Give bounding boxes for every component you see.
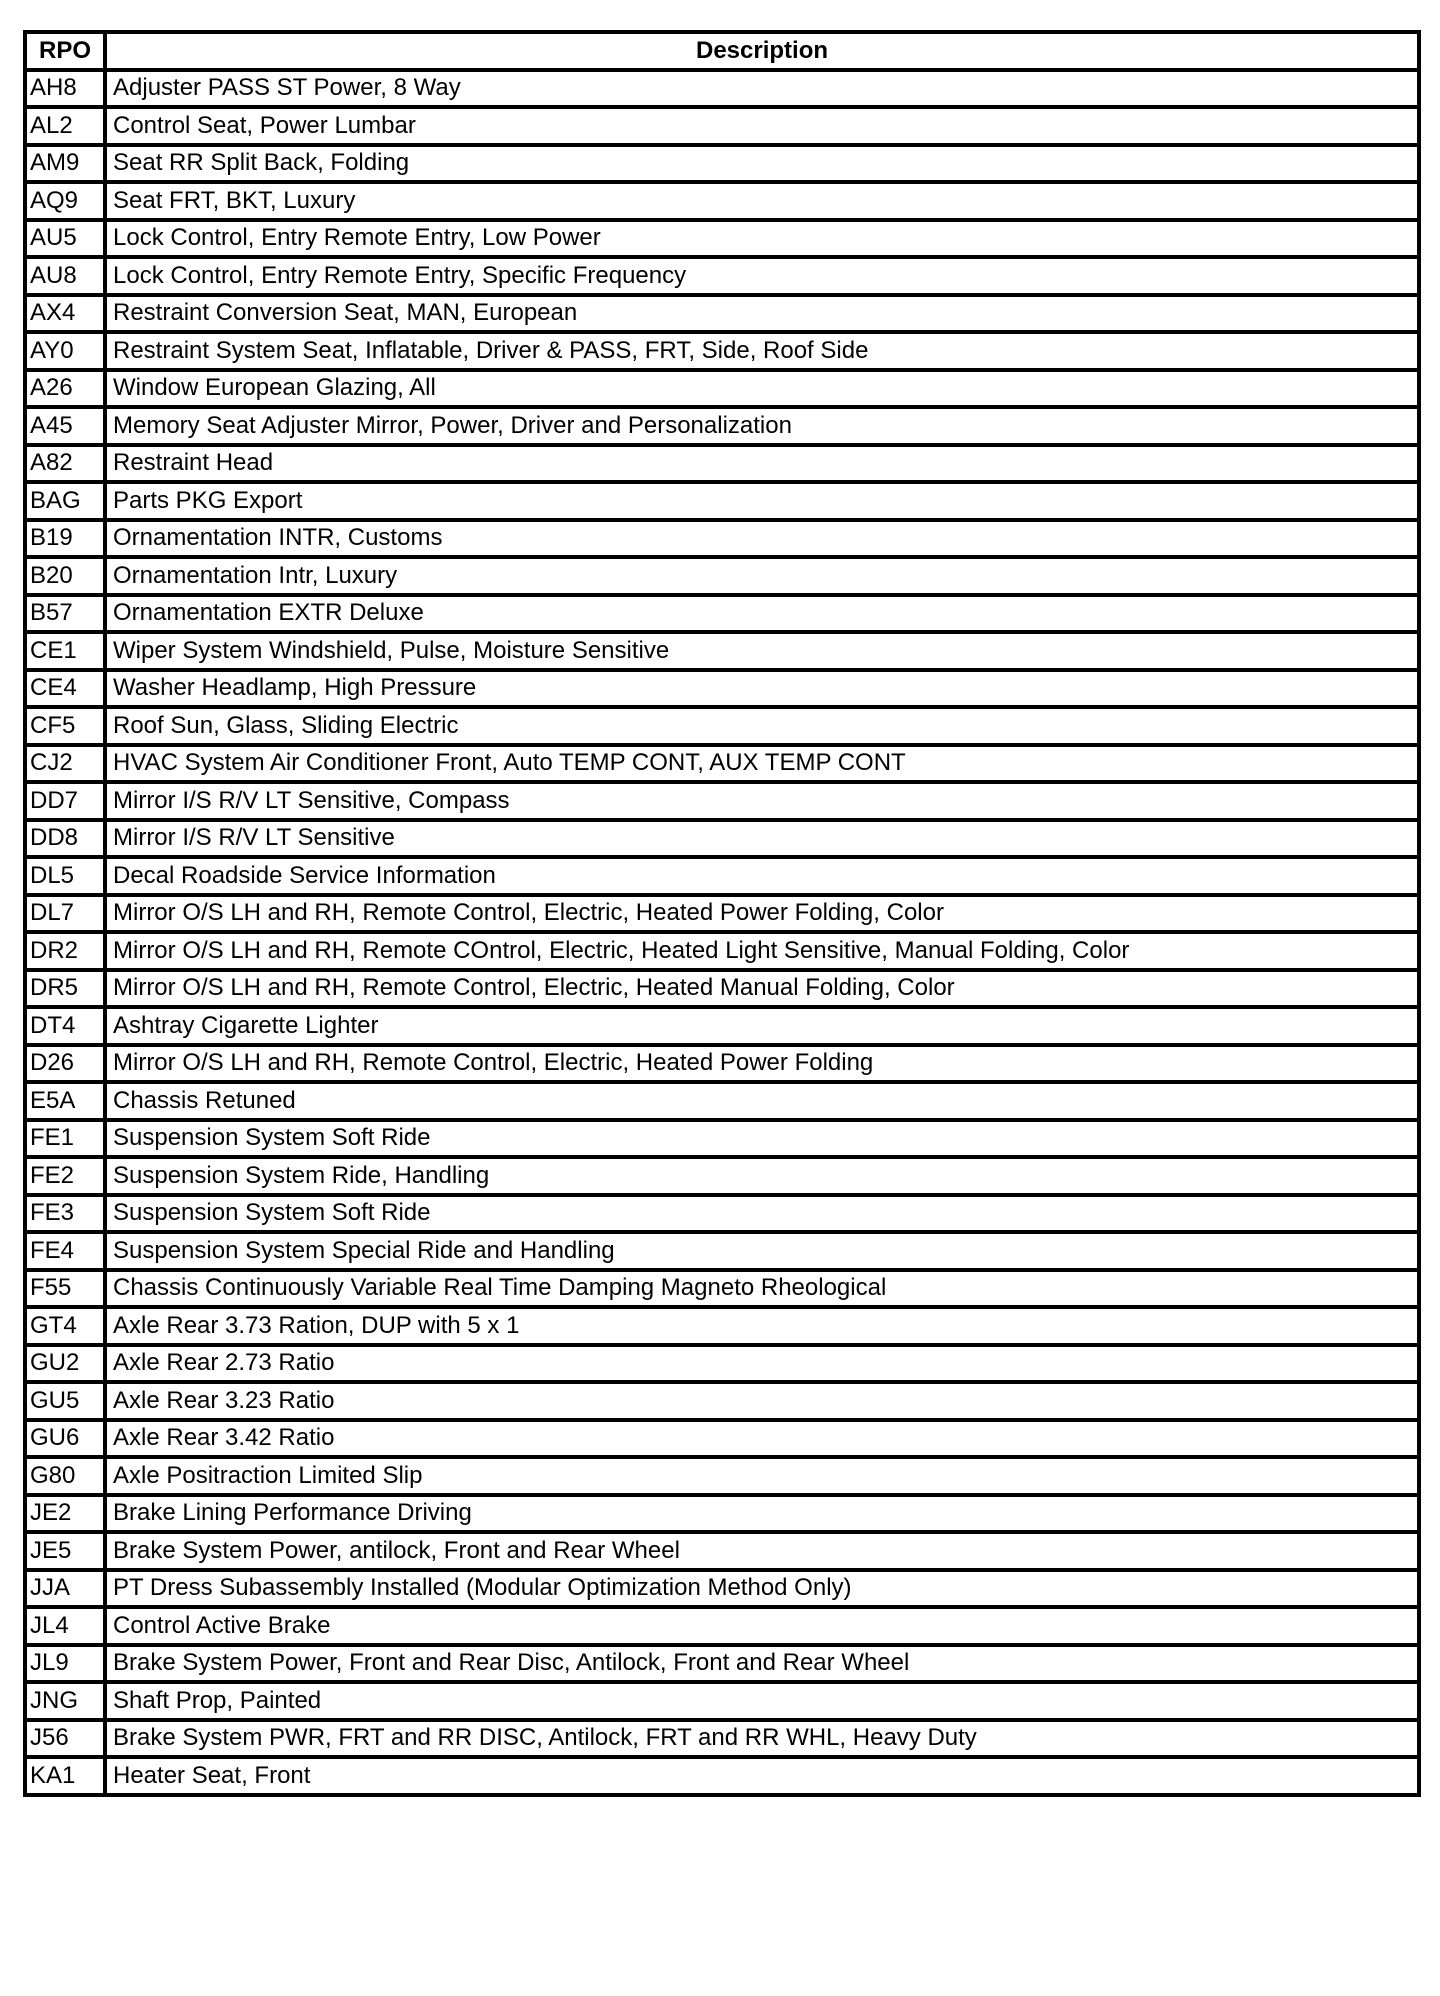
description-cell: Brake Lining Performance Driving — [105, 1495, 1419, 1533]
description-cell: Brake System Power, Front and Rear Disc, Antilock, Front and Rear Wheel — [105, 1645, 1419, 1683]
description-cell: Axle Rear 3.42 Ratio — [105, 1420, 1419, 1458]
description-cell: Parts PKG Export — [105, 482, 1419, 520]
rpo-code-cell: BAG — [25, 482, 105, 520]
table-row — [25, 445, 1419, 483]
table-row — [25, 1195, 1419, 1233]
rpo-code-cell: AU8 — [25, 257, 105, 295]
description-cell: Brake System Power, antilock, Front and Rear Wheel — [105, 1532, 1419, 1570]
table-row — [25, 1120, 1419, 1158]
rpo-code-cell: JE2 — [25, 1495, 105, 1533]
rpo-code-cell: CF5 — [25, 707, 105, 745]
table-row — [25, 182, 1419, 220]
rpo-code-cell: CJ2 — [25, 745, 105, 783]
description-cell: Mirror O/S LH and RH, Remote Control, Electric, Heated Power Folding, Color — [105, 895, 1419, 933]
table-row — [25, 1382, 1419, 1420]
table-row — [25, 70, 1419, 108]
table-header — [25, 32, 1419, 70]
table-row — [25, 1345, 1419, 1383]
table-row — [25, 670, 1419, 708]
rpo-code-cell: E5A — [25, 1082, 105, 1120]
description-cell: Seat FRT, BKT, Luxury — [105, 182, 1419, 220]
description-cell: Suspension System Soft Ride — [105, 1120, 1419, 1158]
table-row — [25, 1270, 1419, 1308]
description-cell: Roof Sun, Glass, Sliding Electric — [105, 707, 1419, 745]
description-cell: PT Dress Subassembly Installed (Modular Optimization Method Only) — [105, 1570, 1419, 1608]
table-row — [25, 332, 1419, 370]
table-row — [25, 932, 1419, 970]
table-row — [25, 1307, 1419, 1345]
rpo-code-cell: AY0 — [25, 332, 105, 370]
rpo-code-cell: AX4 — [25, 295, 105, 333]
description-cell: Heater Seat, Front — [105, 1757, 1419, 1795]
rpo-code-cell: FE3 — [25, 1195, 105, 1233]
table-row — [25, 1570, 1419, 1608]
description-column-header: Description — [105, 32, 1419, 70]
table-body — [25, 70, 1419, 1795]
rpo-code-cell: FE2 — [25, 1157, 105, 1195]
rpo-code-cell: GU2 — [25, 1345, 105, 1383]
rpo-code-cell: A26 — [25, 370, 105, 408]
description-cell: Chassis Continuously Variable Real Time Damping Magneto Rheological — [105, 1270, 1419, 1308]
rpo-code-cell: KA1 — [25, 1757, 105, 1795]
description-cell: Control Active Brake — [105, 1607, 1419, 1645]
rpo-code-cell: DL7 — [25, 895, 105, 933]
table-row — [25, 745, 1419, 783]
rpo-code-cell: G80 — [25, 1457, 105, 1495]
description-cell: Lock Control, Entry Remote Entry, Low Power — [105, 220, 1419, 258]
rpo-code-cell: AH8 — [25, 70, 105, 108]
rpo-code-cell: CE1 — [25, 632, 105, 670]
rpo-code-cell: FE4 — [25, 1232, 105, 1270]
table-row — [25, 407, 1419, 445]
rpo-code-cell: CE4 — [25, 670, 105, 708]
table-row — [25, 145, 1419, 183]
description-cell: Decal Roadside Service Information — [105, 857, 1419, 895]
table-row — [25, 1645, 1419, 1683]
table-row — [25, 1232, 1419, 1270]
table-row — [25, 257, 1419, 295]
description-cell: Lock Control, Entry Remote Entry, Specific Frequency — [105, 257, 1419, 295]
rpo-table — [23, 30, 1421, 1797]
description-cell: Suspension System Soft Ride — [105, 1195, 1419, 1233]
description-cell: Restraint Head — [105, 445, 1419, 483]
description-cell: Seat RR Split Back, Folding — [105, 145, 1419, 183]
rpo-code-cell: B57 — [25, 595, 105, 633]
table-row — [25, 1045, 1419, 1083]
rpo-code-cell: GU5 — [25, 1382, 105, 1420]
rpo-code-cell: GT4 — [25, 1307, 105, 1345]
table-row — [25, 295, 1419, 333]
rpo-code-cell: AU5 — [25, 220, 105, 258]
table-row — [25, 1082, 1419, 1120]
rpo-code-cell: A45 — [25, 407, 105, 445]
table-row — [25, 1007, 1419, 1045]
table-row — [25, 632, 1419, 670]
description-cell: Ornamentation INTR, Customs — [105, 520, 1419, 558]
description-cell: Suspension System Ride, Handling — [105, 1157, 1419, 1195]
description-cell: Ornamentation Intr, Luxury — [105, 557, 1419, 595]
rpo-code-cell: JJA — [25, 1570, 105, 1608]
description-cell: Ornamentation EXTR Deluxe — [105, 595, 1419, 633]
description-cell: Mirror O/S LH and RH, Remote Control, Electric, Heated Power Folding — [105, 1045, 1419, 1083]
description-cell: Axle Positraction Limited Slip — [105, 1457, 1419, 1495]
rpo-code-cell: AQ9 — [25, 182, 105, 220]
description-cell: Control Seat, Power Lumbar — [105, 107, 1419, 145]
description-cell: Mirror O/S LH and RH, Remote Control, Electric, Heated Manual Folding, Color — [105, 970, 1419, 1008]
table-row — [25, 970, 1419, 1008]
table-row — [25, 1157, 1419, 1195]
table-row — [25, 370, 1419, 408]
table-row — [25, 1420, 1419, 1458]
header-row — [25, 32, 1419, 70]
description-cell: HVAC System Air Conditioner Front, Auto TEMP CONT, AUX TEMP CONT — [105, 745, 1419, 783]
rpo-code-cell: AM9 — [25, 145, 105, 183]
table-row — [25, 557, 1419, 595]
rpo-code-cell: B20 — [25, 557, 105, 595]
rpo-code-cell: DR2 — [25, 932, 105, 970]
description-cell: Axle Rear 3.23 Ratio — [105, 1382, 1419, 1420]
description-cell: Brake System PWR, FRT and RR DISC, Antilock, FRT and RR WHL, Heavy Duty — [105, 1720, 1419, 1758]
rpo-code-cell: DD8 — [25, 820, 105, 858]
rpo-code-cell: GU6 — [25, 1420, 105, 1458]
rpo-code-cell: JE5 — [25, 1532, 105, 1570]
description-cell: Mirror I/S R/V LT Sensitive, Compass — [105, 782, 1419, 820]
table-row — [25, 1607, 1419, 1645]
description-cell: Axle Rear 2.73 Ratio — [105, 1345, 1419, 1383]
description-cell: Washer Headlamp, High Pressure — [105, 670, 1419, 708]
rpo-code-cell: JL4 — [25, 1607, 105, 1645]
description-cell: Suspension System Special Ride and Handling — [105, 1232, 1419, 1270]
rpo-document — [23, 30, 1417, 1797]
table-row — [25, 1757, 1419, 1795]
rpo-code-cell: DR5 — [25, 970, 105, 1008]
table-row — [25, 1682, 1419, 1720]
table-row — [25, 107, 1419, 145]
table-row — [25, 220, 1419, 258]
table-row — [25, 707, 1419, 745]
rpo-code-cell: DT4 — [25, 1007, 105, 1045]
description-cell: Chassis Retuned — [105, 1082, 1419, 1120]
rpo-code-cell: DL5 — [25, 857, 105, 895]
description-cell: Restraint Conversion Seat, MAN, European — [105, 295, 1419, 333]
table-row — [25, 595, 1419, 633]
description-cell: Memory Seat Adjuster Mirror, Power, Driver and Personalization — [105, 407, 1419, 445]
rpo-code-cell: DD7 — [25, 782, 105, 820]
table-row — [25, 1495, 1419, 1533]
description-cell: Window European Glazing, All — [105, 370, 1419, 408]
table-row — [25, 782, 1419, 820]
description-cell: Axle Rear 3.73 Ration, DUP with 5 x 1 — [105, 1307, 1419, 1345]
table-row — [25, 820, 1419, 858]
rpo-code-cell: D26 — [25, 1045, 105, 1083]
rpo-column-header: RPO — [25, 32, 105, 70]
table-row — [25, 1457, 1419, 1495]
rpo-code-cell: F55 — [25, 1270, 105, 1308]
description-cell: Mirror I/S R/V LT Sensitive — [105, 820, 1419, 858]
table-row — [25, 482, 1419, 520]
description-cell: Adjuster PASS ST Power, 8 Way — [105, 70, 1419, 108]
table-row — [25, 1532, 1419, 1570]
table-row — [25, 520, 1419, 558]
rpo-code-cell: A82 — [25, 445, 105, 483]
rpo-code-cell: B19 — [25, 520, 105, 558]
rpo-code-cell: J56 — [25, 1720, 105, 1758]
description-cell: Mirror O/S LH and RH, Remote COntrol, Electric, Heated Light Sensitive, Manual Folding, Color — [105, 932, 1419, 970]
table-row — [25, 1720, 1419, 1758]
rpo-code-cell: AL2 — [25, 107, 105, 145]
rpo-code-cell: FE1 — [25, 1120, 105, 1158]
description-cell: Restraint System Seat, Inflatable, Driver & PASS, FRT, Side, Roof Side — [105, 332, 1419, 370]
description-cell: Shaft Prop, Painted — [105, 1682, 1419, 1720]
rpo-code-cell: JNG — [25, 1682, 105, 1720]
description-cell: Ashtray Cigarette Lighter — [105, 1007, 1419, 1045]
rpo-code-cell: JL9 — [25, 1645, 105, 1683]
table-row — [25, 895, 1419, 933]
description-cell: Wiper System Windshield, Pulse, Moisture Sensitive — [105, 632, 1419, 670]
table-row — [25, 857, 1419, 895]
